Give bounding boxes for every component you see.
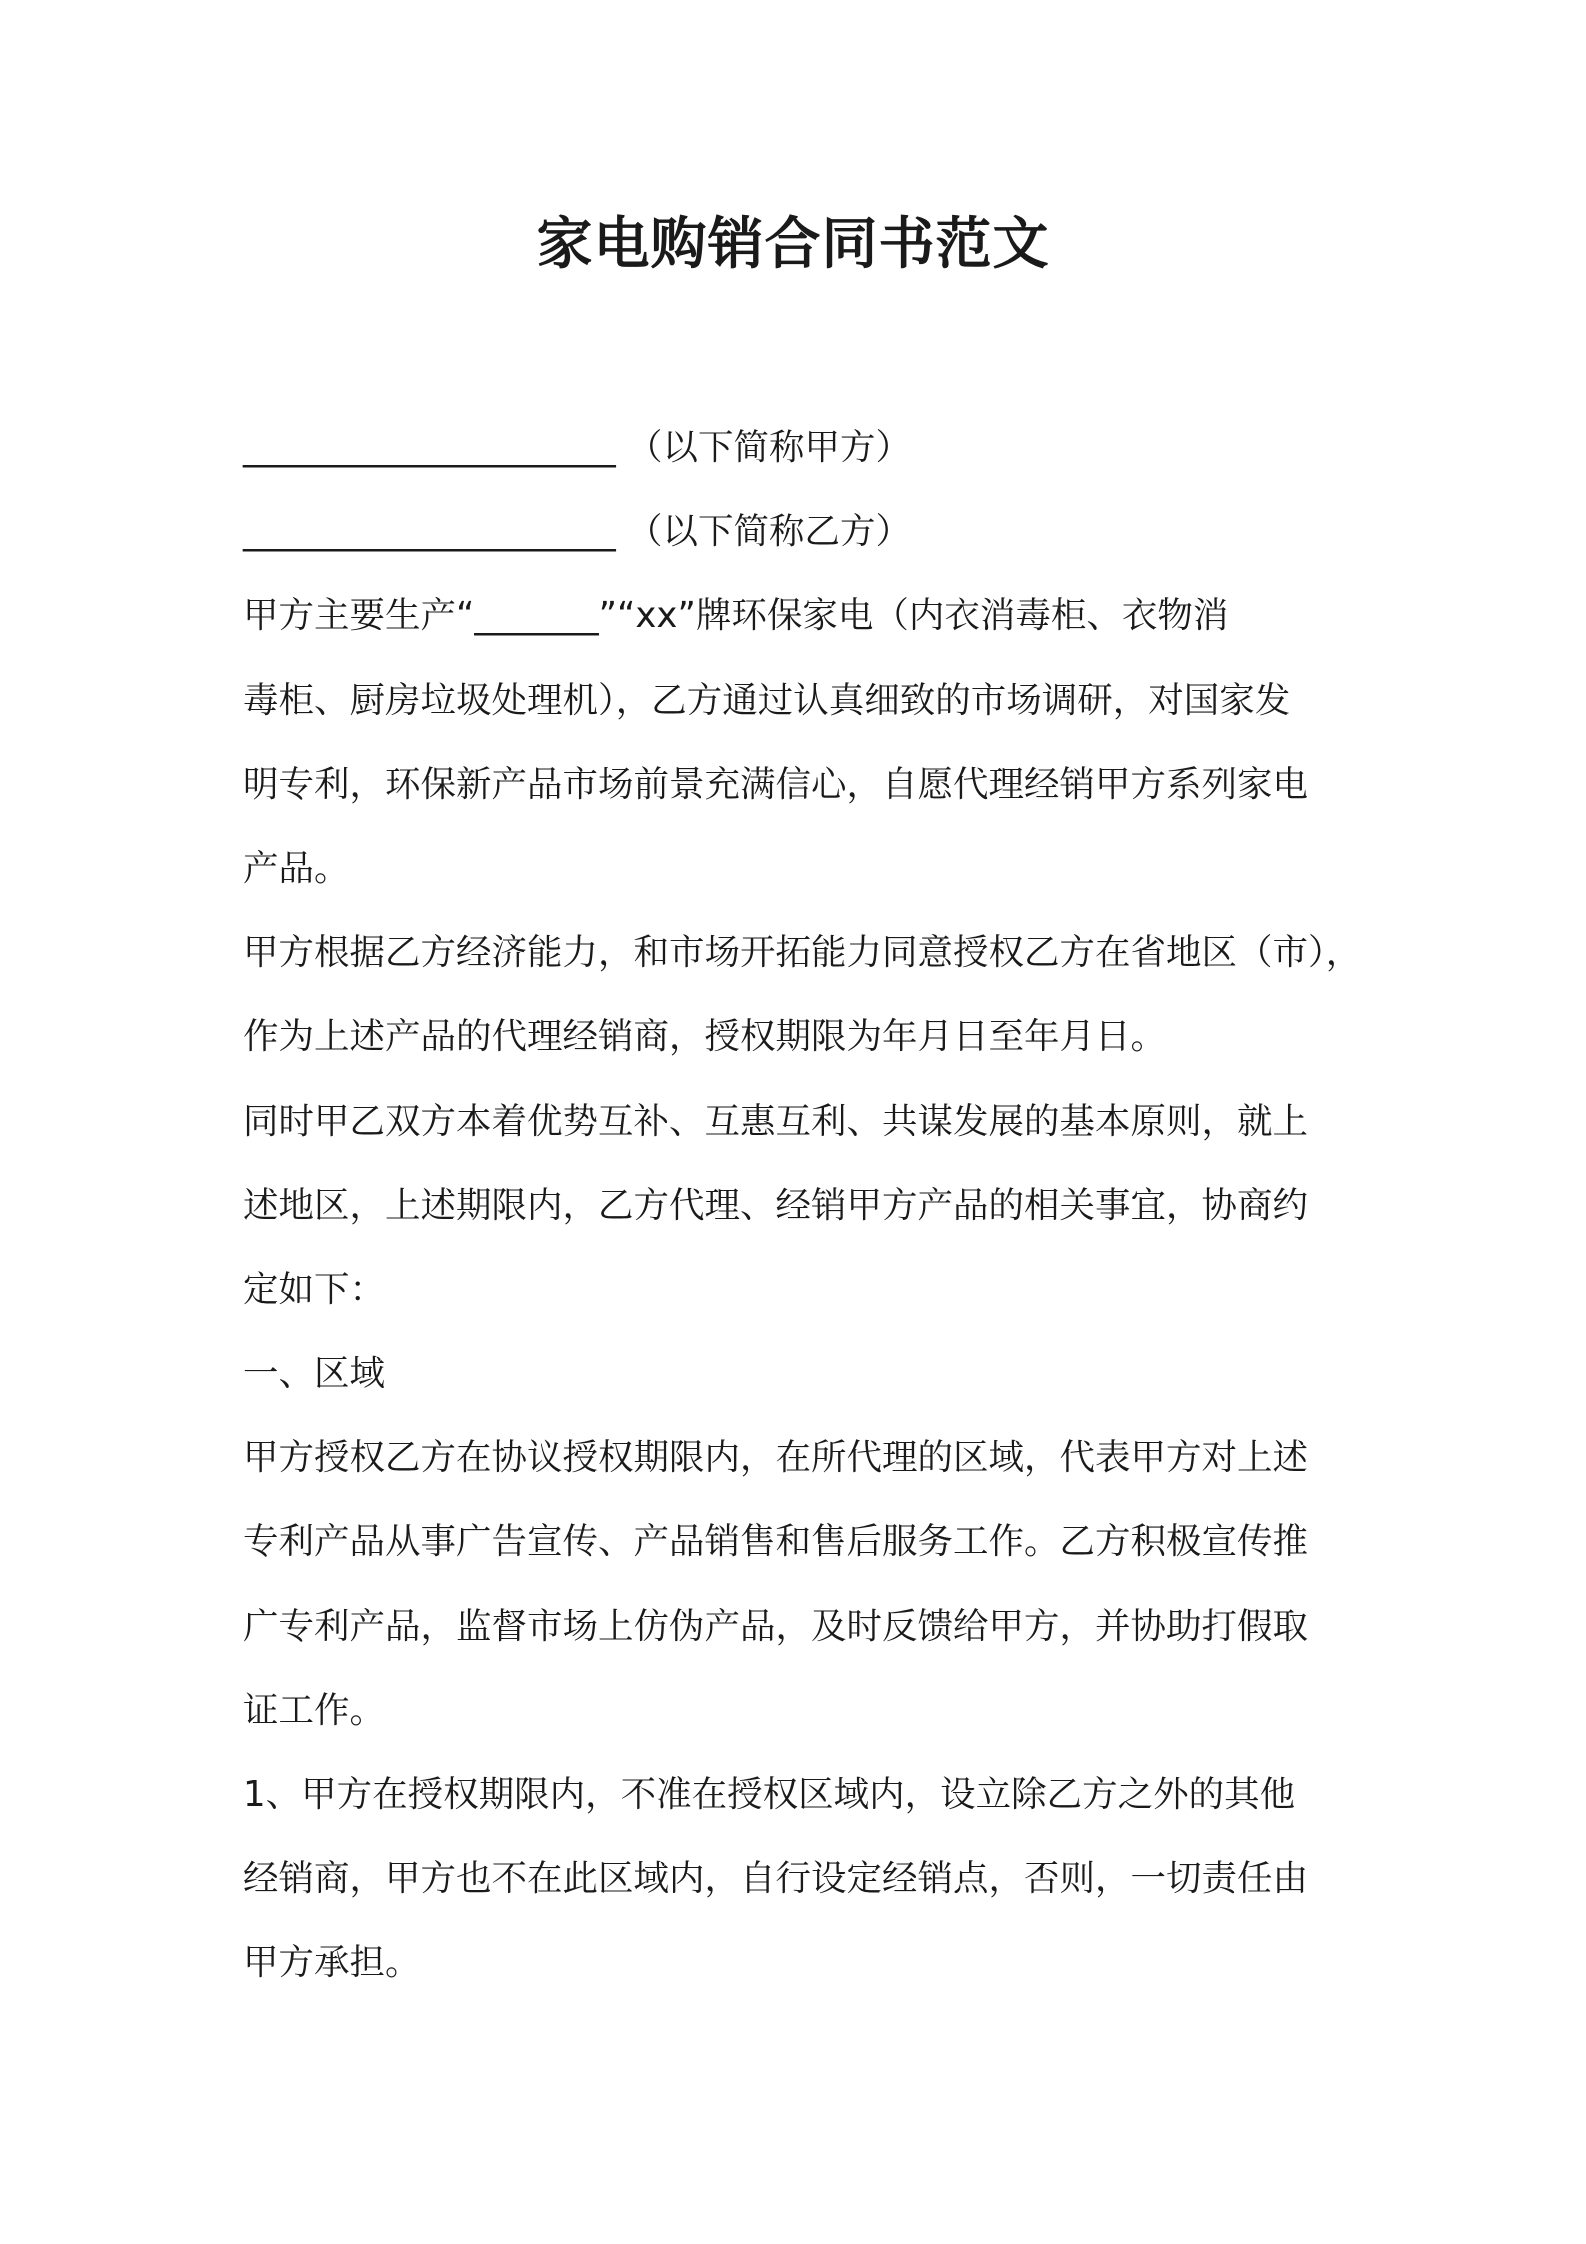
clause-line: 经销商，甲方也不在此区域内，自行设定经销点，否则，一切责任由	[243, 1858, 1309, 1900]
paragraph-line: 专利产品从事广告宣传、产品销售和售后服务工作。乙方积极宣传推	[243, 1521, 1309, 1563]
party-b-line: _____________________ （以下简称乙方）	[243, 511, 912, 553]
paragraph-line: 甲方授权乙方在协议授权期限内，在所代理的区域，代表甲方对上述	[243, 1437, 1309, 1479]
paragraph-line: 毒柜、厨房垃圾处理机），乙方通过认真细致的市场调研，对国家发	[243, 679, 1291, 721]
paragraph-line: 广专利产品，监督市场上仿伪产品，及时反馈给甲方，并协助打假取	[243, 1605, 1309, 1647]
party-a-line: _____________________ （以下简称甲方）	[243, 427, 912, 468]
section-heading: 一、区域	[243, 1353, 386, 1395]
document-title: 家电购销合同书范文	[536, 212, 1050, 277]
paragraph-line: 明专利，环保新产品市场前景充满信心，自愿代理经销甲方系列家电	[243, 763, 1309, 805]
paragraph-line: 同时甲乙双方本着优势互补、互惠互利、共谋发展的基本原则，就上	[243, 1100, 1309, 1142]
paragraph-line: 甲方主要生产“_______”“xx”牌环保家电（内衣消毒柜、衣物消	[243, 595, 1229, 637]
paragraph-line: 证工作。	[243, 1689, 386, 1731]
document-body	[243, 406, 1363, 2006]
paragraph-line: 甲方根据乙方经济能力，和市场开拓能力同意授权乙方在省地区（市），	[243, 932, 1362, 974]
paragraph-line: 产品。	[243, 847, 350, 889]
paragraph-line: 述地区，上述期限内，乙方代理、经销甲方产品的相关事宜，协商约	[243, 1184, 1309, 1226]
clause-line: 甲方承担。	[243, 1942, 421, 1984]
paragraph-line: 定如下：	[243, 1268, 386, 1310]
clause-line: 1、甲方在授权期限内，不准在授权区域内，设立除乙方之外的其他	[243, 1774, 1296, 1815]
paragraph-line: 作为上述产品的代理经销商，授权期限为年月日至年月日。	[243, 1016, 1167, 1058]
